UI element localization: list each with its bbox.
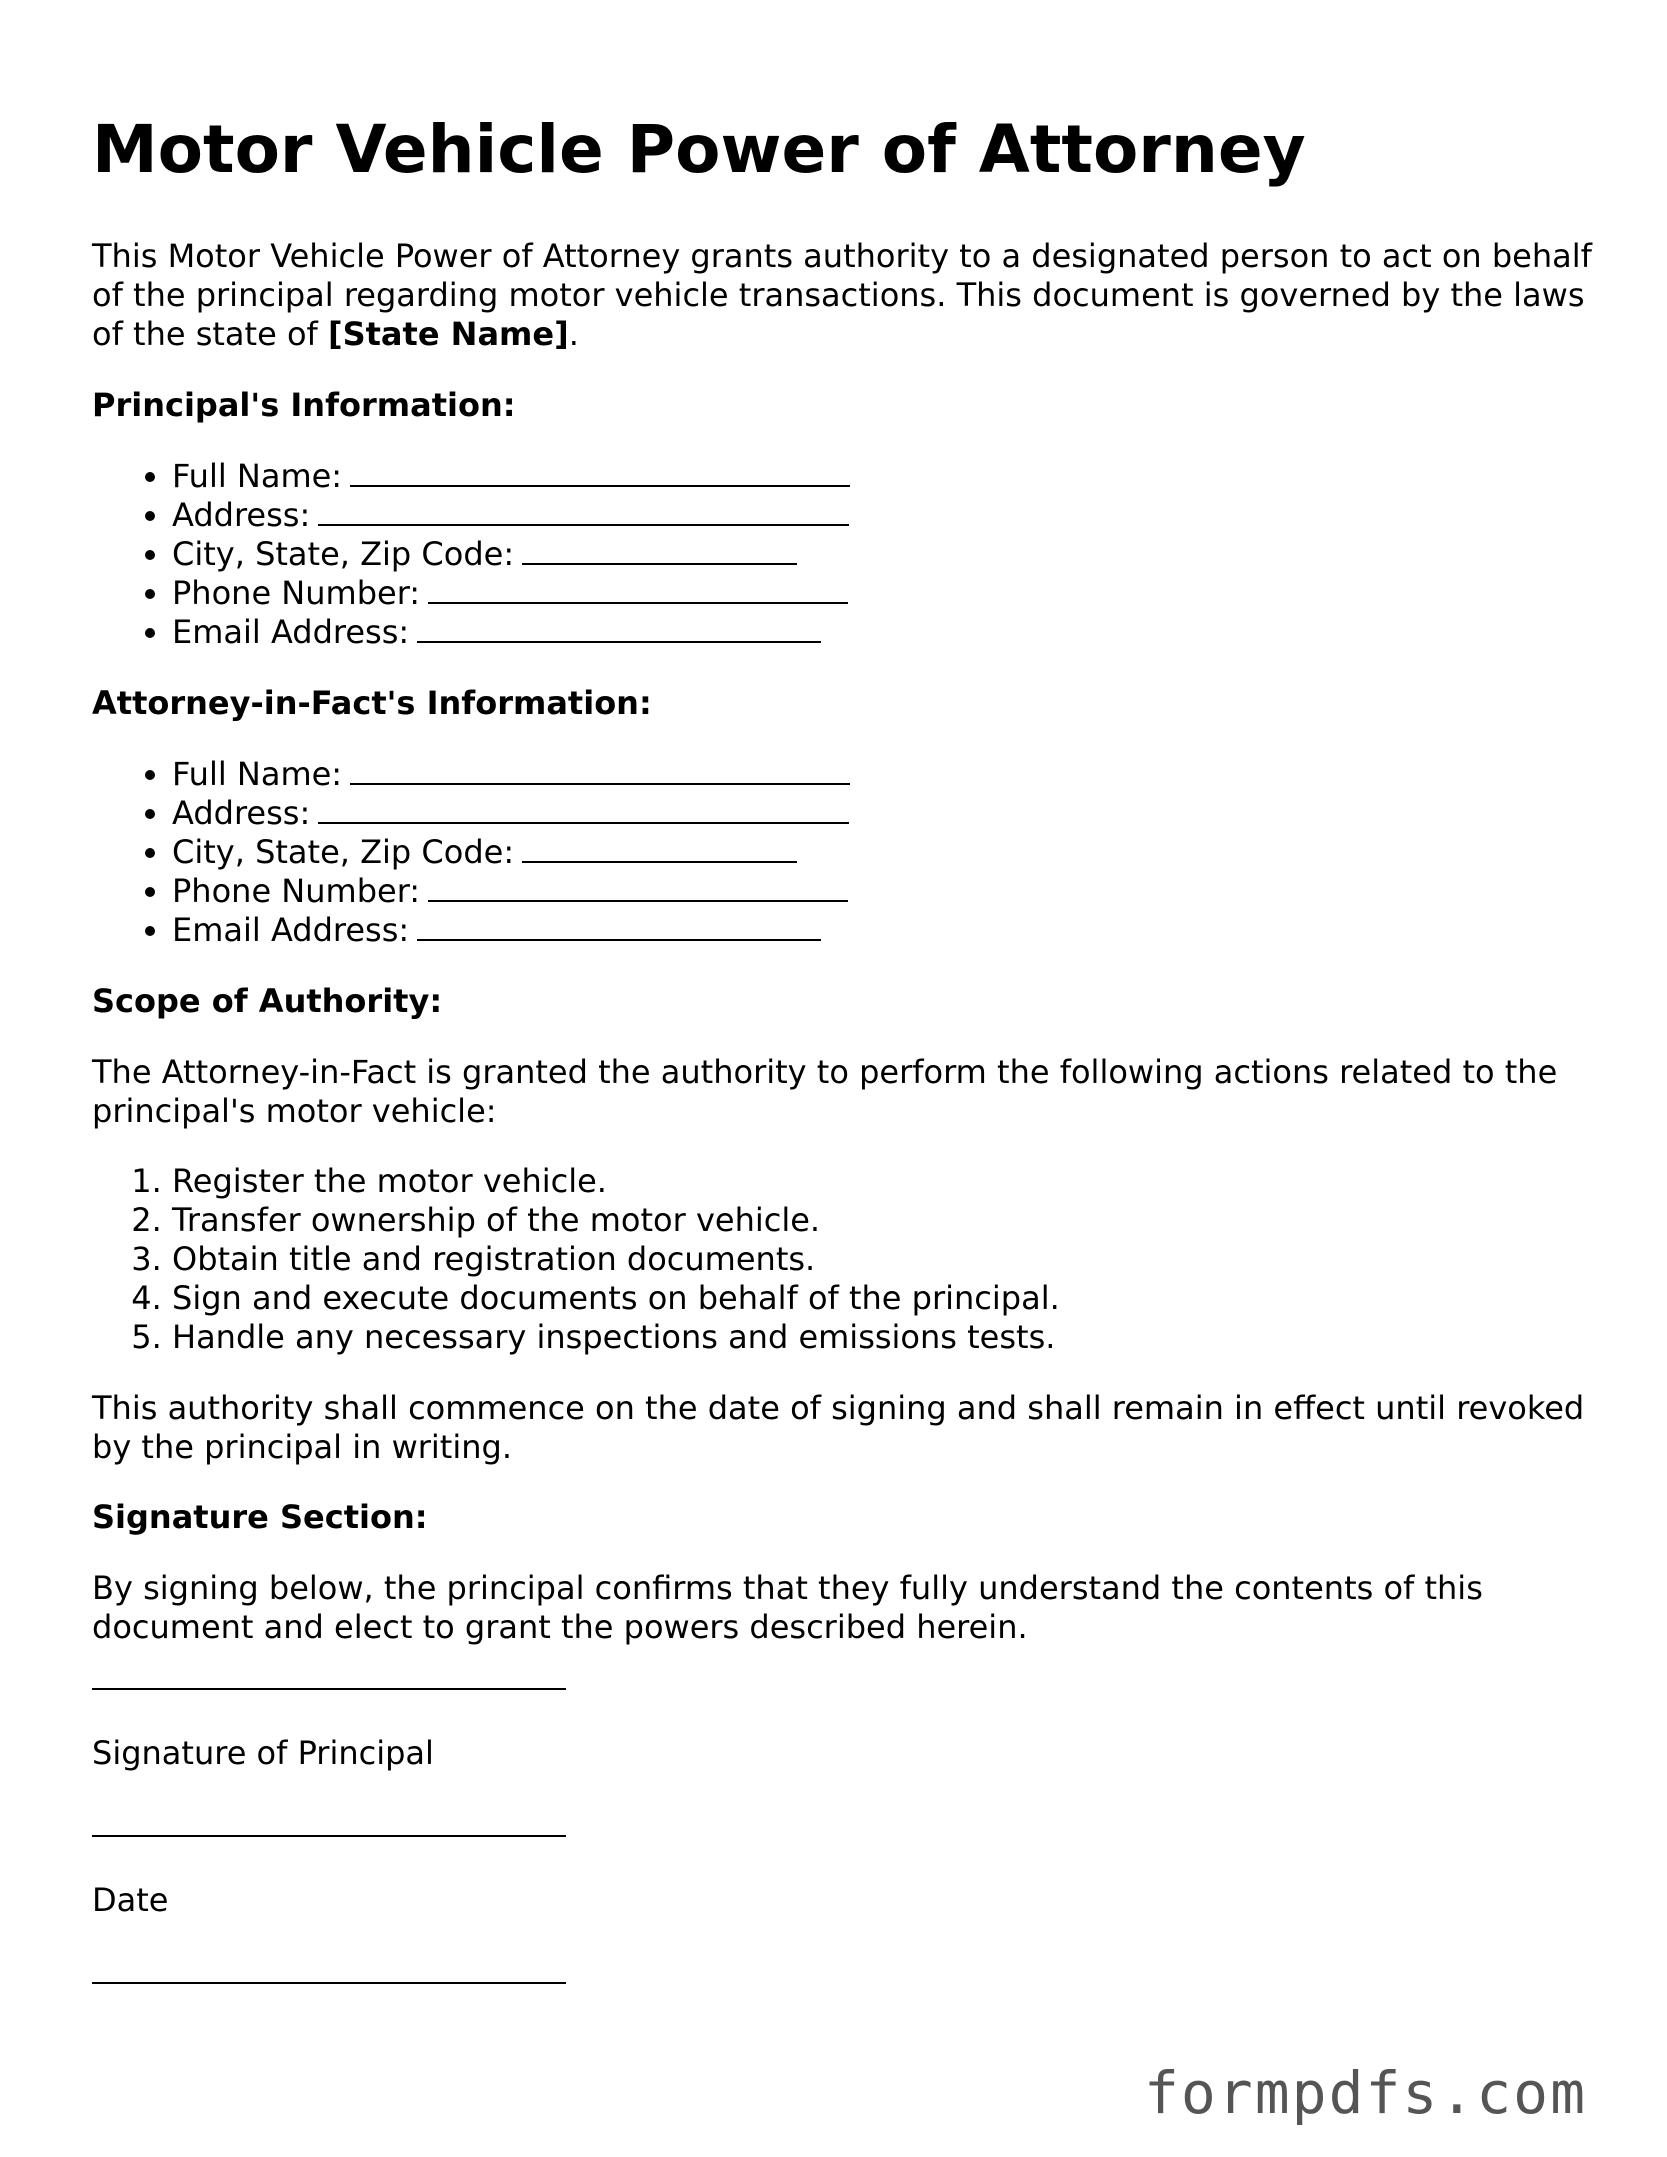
signature-heading: Signature Section: (92, 1498, 428, 1537)
date-line[interactable] (92, 1834, 566, 1837)
field-label: Full Name: (172, 755, 343, 794)
attorney-address-field (172, 794, 1592, 833)
scope-intro: The Attorney-in-Fact is granted the authority to perform the following actions related to the principal's motor vehicle: (92, 1053, 1558, 1131)
principal-email-field (172, 613, 1592, 652)
state-name-placeholder[interactable]: [State Name] (327, 315, 569, 354)
attorney-address-blank[interactable] (318, 798, 849, 824)
field-label: Email Address: (172, 911, 410, 950)
principal-signature-line[interactable] (92, 1687, 566, 1690)
attorney-email-field (172, 911, 1592, 950)
scope-action-item: 4. Sign and execute documents on behalf of the principal. (172, 1279, 1592, 1318)
document-page (92, 110, 1592, 2028)
attorney-heading: Attorney-in-Fact's Information: (92, 684, 652, 723)
watermark: formpdfs.com (1143, 2059, 1587, 2127)
attorney-city-state-zip-field (172, 833, 1592, 872)
principal-city-state-zip-blank[interactable] (522, 539, 797, 565)
principal-email-blank[interactable] (417, 617, 821, 643)
scope-action-item: 1. Register the motor vehicle. (172, 1162, 1592, 1201)
principal-heading: Principal's Information: (92, 386, 516, 425)
attorney-phone-blank[interactable] (428, 876, 848, 902)
principal-fields (92, 457, 1592, 652)
field-label: Phone Number: (172, 574, 421, 613)
scope-actions-list (92, 1162, 1592, 1357)
principal-full-name-blank[interactable] (350, 461, 850, 487)
scope-heading: Scope of Authority: (92, 982, 443, 1021)
principal-full-name-field (172, 457, 1592, 496)
field-label: City, State, Zip Code: (172, 833, 515, 872)
intro-paragraph (92, 237, 1592, 354)
attorney-full-name-field (172, 755, 1592, 794)
field-label: Phone Number: (172, 872, 421, 911)
scope-action-item: 2. Transfer ownership of the motor vehicle. (172, 1201, 1592, 1240)
principal-phone-blank[interactable] (428, 578, 848, 604)
principal-city-state-zip-field (172, 535, 1592, 574)
principal-address-blank[interactable] (318, 500, 849, 526)
scope-duration: This authority shall commence on the date of signing and shall remain in effect until revoked by the principal in writing. (92, 1389, 1585, 1467)
scope-action-item: 3. Obtain title and registration documents. (172, 1240, 1592, 1279)
attorney-email-blank[interactable] (417, 915, 821, 941)
attorney-phone-field (172, 872, 1592, 911)
signature-intro: By signing below, the principal confirms that they fully understand the contents of this document and elect to grant the powers described herein. (92, 1569, 1483, 1647)
additional-signature-line[interactable] (92, 1981, 566, 1984)
document-title: Motor Vehicle Power of Attorney (92, 111, 1306, 188)
field-label: City, State, Zip Code: (172, 535, 515, 574)
field-label: Full Name: (172, 457, 343, 496)
principal-phone-field (172, 574, 1592, 613)
intro-text: This Motor Vehicle Power of Attorney grants authority to a designated person to act on behalf of the principal regarding motor vehicle transactions. This document is governed by the laws of the state of (92, 237, 1592, 354)
signature-of-principal-label: Signature of Principal (92, 1734, 434, 1773)
attorney-full-name-blank[interactable] (350, 759, 850, 785)
attorney-city-state-zip-blank[interactable] (522, 837, 797, 863)
date-label: Date (92, 1881, 169, 1920)
intro-period: . (568, 315, 579, 354)
field-label: Address: (172, 496, 311, 535)
field-label: Address: (172, 794, 311, 833)
signature-block (92, 1687, 1592, 1984)
attorney-fields (92, 755, 1592, 950)
principal-address-field (172, 496, 1592, 535)
field-label: Email Address: (172, 613, 410, 652)
scope-action-item: 5. Handle any necessary inspections and emissions tests. (172, 1318, 1592, 1357)
